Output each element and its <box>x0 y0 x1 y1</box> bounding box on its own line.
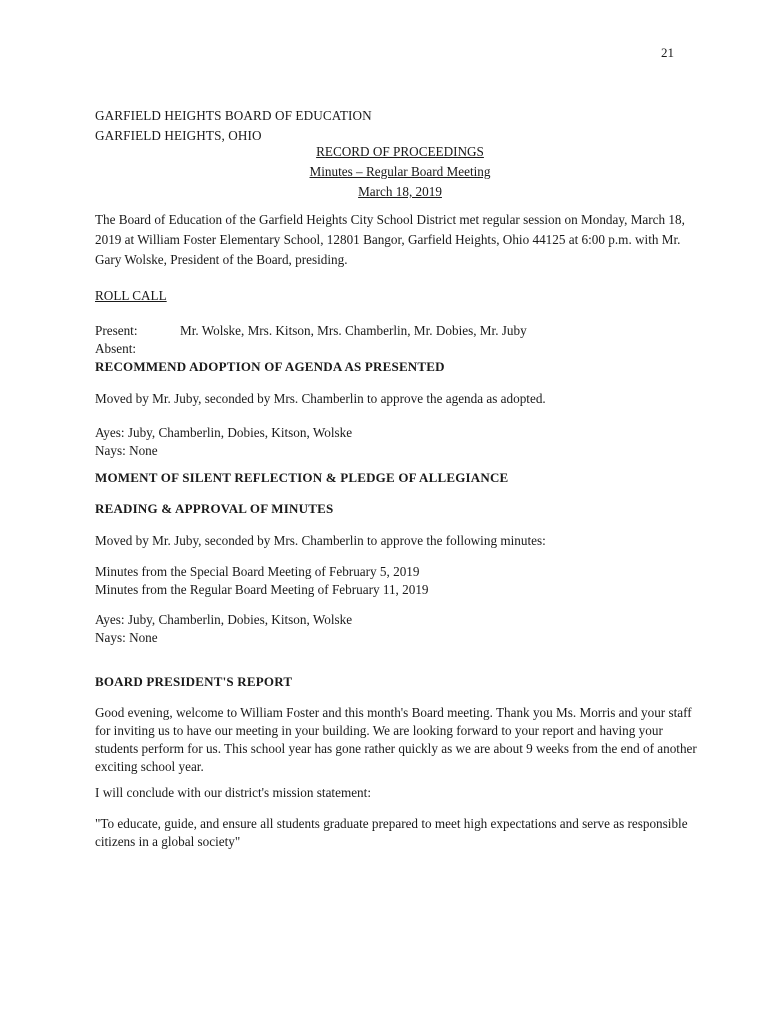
minutes-items <box>95 563 705 599</box>
board-location: GARFIELD HEIGHTS, OHIO <box>95 128 262 143</box>
document-header <box>95 106 372 146</box>
moment-heading: MOMENT OF SILENT REFLECTION & PLEDGE OF ALLEGIANCE <box>95 470 509 485</box>
record-title-block <box>0 142 770 202</box>
record-subtitle: Minutes – Regular Board Meeting <box>309 164 491 179</box>
present-label: Present: <box>95 323 138 338</box>
record-date: March 18, 2019 <box>358 184 442 199</box>
absent-label: Absent: <box>95 341 137 356</box>
agenda-vote <box>95 424 705 460</box>
president-report-paragraph: Good evening, welcome to William Foster and this month's Board meeting. Thank you Ms. Morris and your staff for inviting us to have our meeting in your building. We are looking forward to your report and having your students perform for us. This school year has gone rather quickly as we are about 9 weeks from the end of another exciting school year. <box>95 705 697 774</box>
minutes-nays: Nays: None <box>95 630 158 645</box>
record-title: RECORD OF PROCEEDINGS <box>316 144 484 159</box>
board-name: GARFIELD HEIGHTS BOARD OF EDUCATION <box>95 108 372 123</box>
roll-call-heading: ROLL CALL <box>95 288 167 303</box>
minutes-item-special: Minutes from the Special Board Meeting of February 5, 2019 <box>95 564 420 579</box>
mission-intro: I will conclude with our district's mission statement: <box>95 785 371 800</box>
minutes-ayes: Ayes: Juby, Chamberlin, Dobies, Kitson, Wolske <box>95 612 353 627</box>
agenda-nays: Nays: None <box>95 443 158 458</box>
page-number: 21 <box>661 45 674 60</box>
agenda-motion: Moved by Mr. Juby, seconded by Mrs. Chamberlin to approve the agenda as adopted. <box>95 391 546 406</box>
present-row <box>95 322 527 340</box>
mission-statement: "To educate, guide, and ensure all students graduate prepared to meet high expectations and serve as responsible citizens in a global society" <box>95 816 688 849</box>
attendance-block <box>95 322 527 358</box>
president-report-heading: BOARD PRESIDENT'S REPORT <box>95 674 293 689</box>
intro-paragraph: The Board of Education of the Garfield Heights City School District met regular session on Monday, March 18, 2019 at William Foster Elementary School, 12801 Bangor, Garfield Heights, Ohio 44125 at 6:00 p.m. with Mr. Gary Wolske, President of the Board, presiding. <box>95 212 685 267</box>
minutes-item-regular: Minutes from the Regular Board Meeting of February 11, 2019 <box>95 582 429 597</box>
present-value: Mr. Wolske, Mrs. Kitson, Mrs. Chamberlin, Mr. Dobies, Mr. Juby <box>180 323 527 338</box>
minutes-motion: Moved by Mr. Juby, seconded by Mrs. Chamberlin to approve the following minutes: <box>95 533 546 548</box>
absent-row <box>95 340 527 358</box>
minutes-vote <box>95 611 705 647</box>
agenda-heading: RECOMMEND ADOPTION OF AGENDA AS PRESENTED <box>95 359 445 374</box>
agenda-ayes: Ayes: Juby, Chamberlin, Dobies, Kitson, Wolske <box>95 425 353 440</box>
minutes-heading: READING & APPROVAL OF MINUTES <box>95 501 334 516</box>
